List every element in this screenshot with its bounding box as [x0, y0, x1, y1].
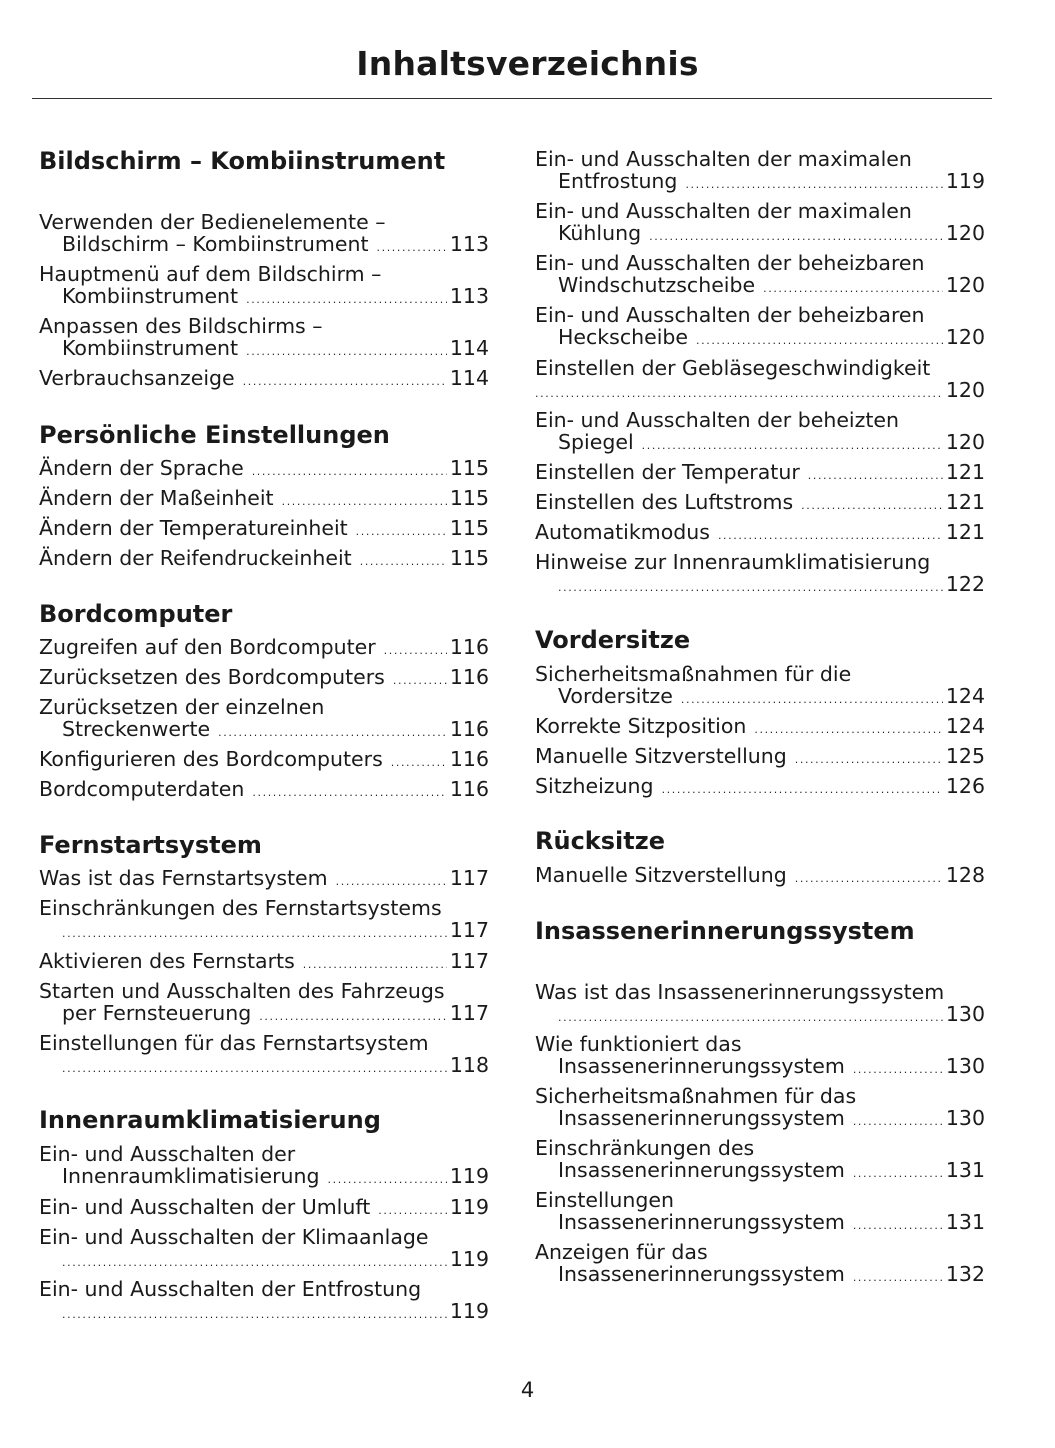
title-divider	[32, 98, 992, 99]
entry-page: 121	[945, 460, 985, 484]
entry-page: 122	[945, 572, 985, 596]
leader-dots	[393, 670, 447, 692]
leader-dots	[243, 371, 447, 393]
toc-entry[interactable]	[39, 950, 489, 972]
entry-page: 115	[449, 486, 489, 510]
leader-dots	[808, 465, 943, 487]
entry-title: Ein- und Ausschalten der beheizten	[535, 408, 900, 432]
entry-page: 128	[945, 863, 985, 887]
entry-page: 114	[449, 366, 489, 390]
entry-title: Was ist das Insassenerinnerungssystem	[535, 980, 945, 1004]
leader-dots	[378, 1200, 447, 1222]
entry-page: 119	[449, 1247, 489, 1271]
entry-title: Einstellungen für das Fernstartsystem	[39, 1031, 429, 1055]
leader-dots	[303, 954, 447, 976]
entry-title: Was ist das Fernstartsystem	[39, 866, 328, 890]
leader-dots	[252, 782, 446, 804]
entry-title-cont: Streckenwerte	[62, 717, 211, 741]
entry-title-cont: Insassenerinnerungssystem	[558, 1210, 845, 1234]
leader-dots	[696, 330, 943, 352]
toc-entry[interactable]	[535, 864, 985, 886]
leader-dots	[853, 1059, 943, 1081]
entry-title: Sicherheitsmaßnahmen für das	[535, 1084, 857, 1108]
entry-page: 124	[945, 684, 985, 708]
entry-title: Verwenden der Bedienelemente –	[39, 210, 386, 234]
entry-title: Automatikmodus	[535, 520, 710, 544]
toc-entry[interactable]	[39, 487, 489, 509]
entry-title-cont: Kombiinstrument	[62, 336, 239, 360]
leader-dots	[391, 752, 447, 774]
toc-entry[interactable]	[39, 263, 489, 307]
entry-page: 116	[449, 777, 489, 801]
entry-page: 120	[945, 325, 985, 349]
entry-page: 115	[449, 546, 489, 570]
entry-title: Ein- und Ausschalten der Umluft	[39, 1195, 371, 1219]
toc-entry[interactable]	[39, 1032, 489, 1076]
entry-page: 124	[945, 714, 985, 738]
entry-title: Hinweise zur Innenraumklimatisierung	[535, 550, 931, 574]
entry-title-cont: Windschutzscheibe	[558, 273, 756, 297]
entry-page: 116	[449, 635, 489, 659]
leader-dots	[662, 779, 943, 801]
toc-entry[interactable]	[535, 521, 985, 543]
leader-dots	[853, 1111, 943, 1133]
leader-dots	[558, 1007, 943, 1029]
entry-title: Ändern der Temperatureinheit	[39, 516, 348, 540]
leader-dots	[356, 521, 447, 543]
toc-entry[interactable]	[535, 1189, 985, 1233]
entry-title-cont: Spiegel	[558, 430, 634, 454]
leader-dots	[377, 237, 447, 259]
entry-title: Einstellen der Temperatur	[535, 460, 800, 484]
entry-title: Hauptmenü auf dem Bildschirm –	[39, 262, 382, 286]
entry-title: Ein- und Ausschalten der beheizbaren	[535, 251, 925, 275]
entry-page: 116	[449, 747, 489, 771]
entry-page: 117	[449, 949, 489, 973]
entry-page: 117	[449, 866, 489, 890]
entry-title: Ändern der Maßeinheit	[39, 486, 274, 510]
toc-entry[interactable]	[39, 211, 489, 255]
leader-dots	[62, 1058, 447, 1080]
entry-page: 126	[945, 774, 985, 798]
toc-entry[interactable]	[39, 517, 489, 539]
leader-dots	[246, 341, 447, 363]
entry-title: Zurücksetzen der einzelnen	[39, 695, 325, 719]
toc-entry[interactable]	[535, 1241, 985, 1285]
leader-dots	[853, 1163, 943, 1185]
entry-page: 121	[945, 490, 985, 514]
entry-title: Einstellen des Luftstroms	[535, 490, 794, 514]
leader-dots	[360, 551, 447, 573]
entry-page: 120	[945, 273, 985, 297]
toc-entry[interactable]	[535, 200, 985, 244]
entry-title-cont: Insassenerinnerungssystem	[558, 1158, 845, 1182]
toc-entry[interactable]	[535, 745, 985, 767]
section-heading: Innenraumklimatisierung	[39, 1106, 381, 1134]
toc-entry[interactable]	[535, 663, 985, 707]
leader-dots	[795, 868, 943, 890]
section-heading: Rücksitze	[535, 827, 665, 855]
toc-entry[interactable]	[39, 867, 489, 889]
entry-page: 119	[449, 1195, 489, 1219]
leader-dots	[801, 495, 943, 517]
toc-entry[interactable]	[535, 148, 985, 192]
entry-title: Ein- und Ausschalten der maximalen	[535, 147, 912, 171]
entry-title-cont: Insassenerinnerungssystem	[558, 1106, 845, 1130]
leader-dots	[795, 749, 943, 771]
leader-dots	[62, 923, 447, 945]
entry-title: Ein- und Ausschalten der maximalen	[535, 199, 912, 223]
entry-title: Zurücksetzen des Bordcomputers	[39, 665, 385, 689]
entry-page: 119	[449, 1299, 489, 1323]
entry-page: 130	[945, 1002, 985, 1026]
toc-entry[interactable]	[535, 357, 985, 401]
toc-entry[interactable]	[535, 981, 985, 1025]
entry-title: Konfigurieren des Bordcomputers	[39, 747, 383, 771]
section-heading: Bordcomputer	[39, 600, 233, 628]
leader-dots	[252, 461, 447, 483]
entry-page: 125	[945, 744, 985, 768]
leader-dots	[685, 174, 942, 196]
toc-entry[interactable]	[39, 457, 489, 479]
leader-dots	[718, 525, 943, 547]
entry-page: 114	[449, 336, 489, 360]
section-heading: Bildschirm – Kombiinstrument	[39, 147, 446, 175]
entry-title: Ein- und Ausschalten der beheizbaren	[535, 303, 925, 327]
entry-page: 120	[945, 430, 985, 454]
page-number: 4	[520, 1378, 535, 1402]
toc-entry[interactable]	[39, 1226, 489, 1270]
entry-title-cont: Heckscheibe	[558, 325, 689, 349]
toc-entry[interactable]	[535, 1137, 985, 1181]
entry-title: Manuelle Sitzverstellung	[535, 744, 787, 768]
toc-entry[interactable]	[535, 252, 985, 296]
entry-title: Ein- und Ausschalten der	[39, 1142, 296, 1166]
toc-entry[interactable]	[39, 315, 489, 359]
entry-page: 130	[945, 1106, 985, 1130]
entry-page: 131	[945, 1158, 985, 1182]
leader-dots	[384, 640, 447, 662]
leader-dots	[246, 289, 447, 311]
toc-entry[interactable]	[535, 775, 985, 797]
toc-entry[interactable]	[535, 715, 985, 737]
entry-title-cont: Bildschirm – Kombiinstrument	[62, 232, 369, 256]
entry-page: 130	[945, 1054, 985, 1078]
section-heading: Fernstartsystem	[39, 831, 262, 859]
leader-dots	[558, 577, 943, 599]
entry-title: Einstellen der Gebläsegeschwindigkeit	[535, 356, 931, 380]
page-title: Inhaltsverzeichnis	[356, 44, 699, 83]
toc-entry[interactable]	[39, 636, 489, 658]
leader-dots	[259, 1006, 447, 1028]
toc-entry[interactable]	[39, 1278, 489, 1322]
entry-title-cont: Innenraumklimatisierung	[62, 1164, 320, 1188]
entry-page: 115	[449, 456, 489, 480]
leader-dots	[642, 435, 943, 457]
toc-entry[interactable]	[39, 1196, 489, 1218]
entry-page: 131	[945, 1210, 985, 1234]
entry-title: Einschränkungen des	[535, 1136, 755, 1160]
entry-title: Ändern der Sprache	[39, 456, 244, 480]
entry-page: 116	[449, 717, 489, 741]
leader-dots	[754, 719, 942, 741]
entry-title-cont: per Fernsteuerung	[62, 1001, 252, 1025]
entry-title-cont: Entfrostung	[558, 169, 678, 193]
toc-entry[interactable]	[39, 367, 489, 389]
leader-dots	[62, 1252, 447, 1274]
section-heading: Vordersitze	[535, 626, 691, 654]
leader-dots	[853, 1267, 943, 1289]
entry-title-cont: Insassenerinnerungssystem	[558, 1054, 845, 1078]
toc-entry[interactable]	[39, 897, 489, 941]
leader-dots	[282, 491, 447, 513]
leader-dots	[649, 226, 943, 248]
entry-page: 116	[449, 665, 489, 689]
entry-page: 113	[449, 232, 489, 256]
entry-title: Bordcomputerdaten	[39, 777, 245, 801]
leader-dots	[535, 383, 943, 405]
entry-title: Anzeigen für das	[535, 1240, 708, 1264]
leader-dots	[62, 1304, 447, 1326]
entry-title-cont: Insassenerinnerungssystem	[558, 1262, 845, 1286]
entry-title-cont: Kühlung	[558, 221, 642, 245]
leader-dots	[328, 1169, 447, 1191]
entry-page: 118	[449, 1053, 489, 1077]
entry-page: 120	[945, 378, 985, 402]
entry-title: Sicherheitsmaßnahmen für die	[535, 662, 852, 686]
section-heading: Insassenerinnerungssystem	[535, 917, 915, 945]
toc-entry[interactable]	[535, 1033, 985, 1077]
toc-entry[interactable]	[535, 491, 985, 513]
entry-page: 117	[449, 1001, 489, 1025]
entry-title: Ein- und Ausschalten der Klimaanlage	[39, 1225, 429, 1249]
toc-entry[interactable]	[39, 1143, 489, 1187]
entry-page: 119	[945, 169, 985, 193]
entry-title: Zugreifen auf den Bordcomputer	[39, 635, 376, 659]
entry-page: 115	[449, 516, 489, 540]
toc-entry[interactable]	[535, 461, 985, 483]
entry-page: 119	[449, 1164, 489, 1188]
entry-title: Starten und Ausschalten des Fahrzeugs	[39, 979, 445, 1003]
leader-dots	[763, 278, 943, 300]
section-heading: Persönliche Einstellungen	[39, 421, 390, 449]
leader-dots	[681, 689, 943, 711]
entry-page: 117	[449, 918, 489, 942]
toc-entry[interactable]	[39, 980, 489, 1024]
toc-entry[interactable]	[39, 547, 489, 569]
toc-entry[interactable]	[39, 666, 489, 688]
entry-title: Aktivieren des Fernstarts	[39, 949, 295, 973]
entry-title: Verbrauchsanzeige	[39, 366, 235, 390]
toc-entry[interactable]	[535, 409, 985, 453]
entry-page: 113	[449, 284, 489, 308]
entry-page: 120	[945, 221, 985, 245]
entry-title-cont: Kombiinstrument	[62, 284, 239, 308]
entry-title: Anpassen des Bildschirms –	[39, 314, 323, 338]
entry-page: 132	[945, 1262, 985, 1286]
entry-title: Sitzheizung	[535, 774, 654, 798]
leader-dots	[853, 1215, 943, 1237]
entry-title: Ändern der Reifendruckeinheit	[39, 546, 352, 570]
entry-title: Einstellungen	[535, 1188, 674, 1212]
leader-dots	[336, 871, 447, 893]
entry-title: Wie funktioniert das	[535, 1032, 742, 1056]
leader-dots	[218, 722, 447, 744]
toc-entry[interactable]	[39, 778, 489, 800]
entry-title: Korrekte Sitzposition	[535, 714, 747, 738]
entry-title-cont: Vordersitze	[558, 684, 673, 708]
entry-title: Einschränkungen des Fernstartsystems	[39, 896, 442, 920]
toc-entry[interactable]	[535, 551, 985, 595]
entry-page: 121	[945, 520, 985, 544]
toc-entry[interactable]	[535, 1085, 985, 1129]
toc-entry[interactable]	[39, 696, 489, 740]
entry-title: Ein- und Ausschalten der Entfrostung	[39, 1277, 422, 1301]
toc-entry[interactable]	[39, 748, 489, 770]
entry-title: Manuelle Sitzverstellung	[535, 863, 787, 887]
toc-entry[interactable]	[535, 304, 985, 348]
